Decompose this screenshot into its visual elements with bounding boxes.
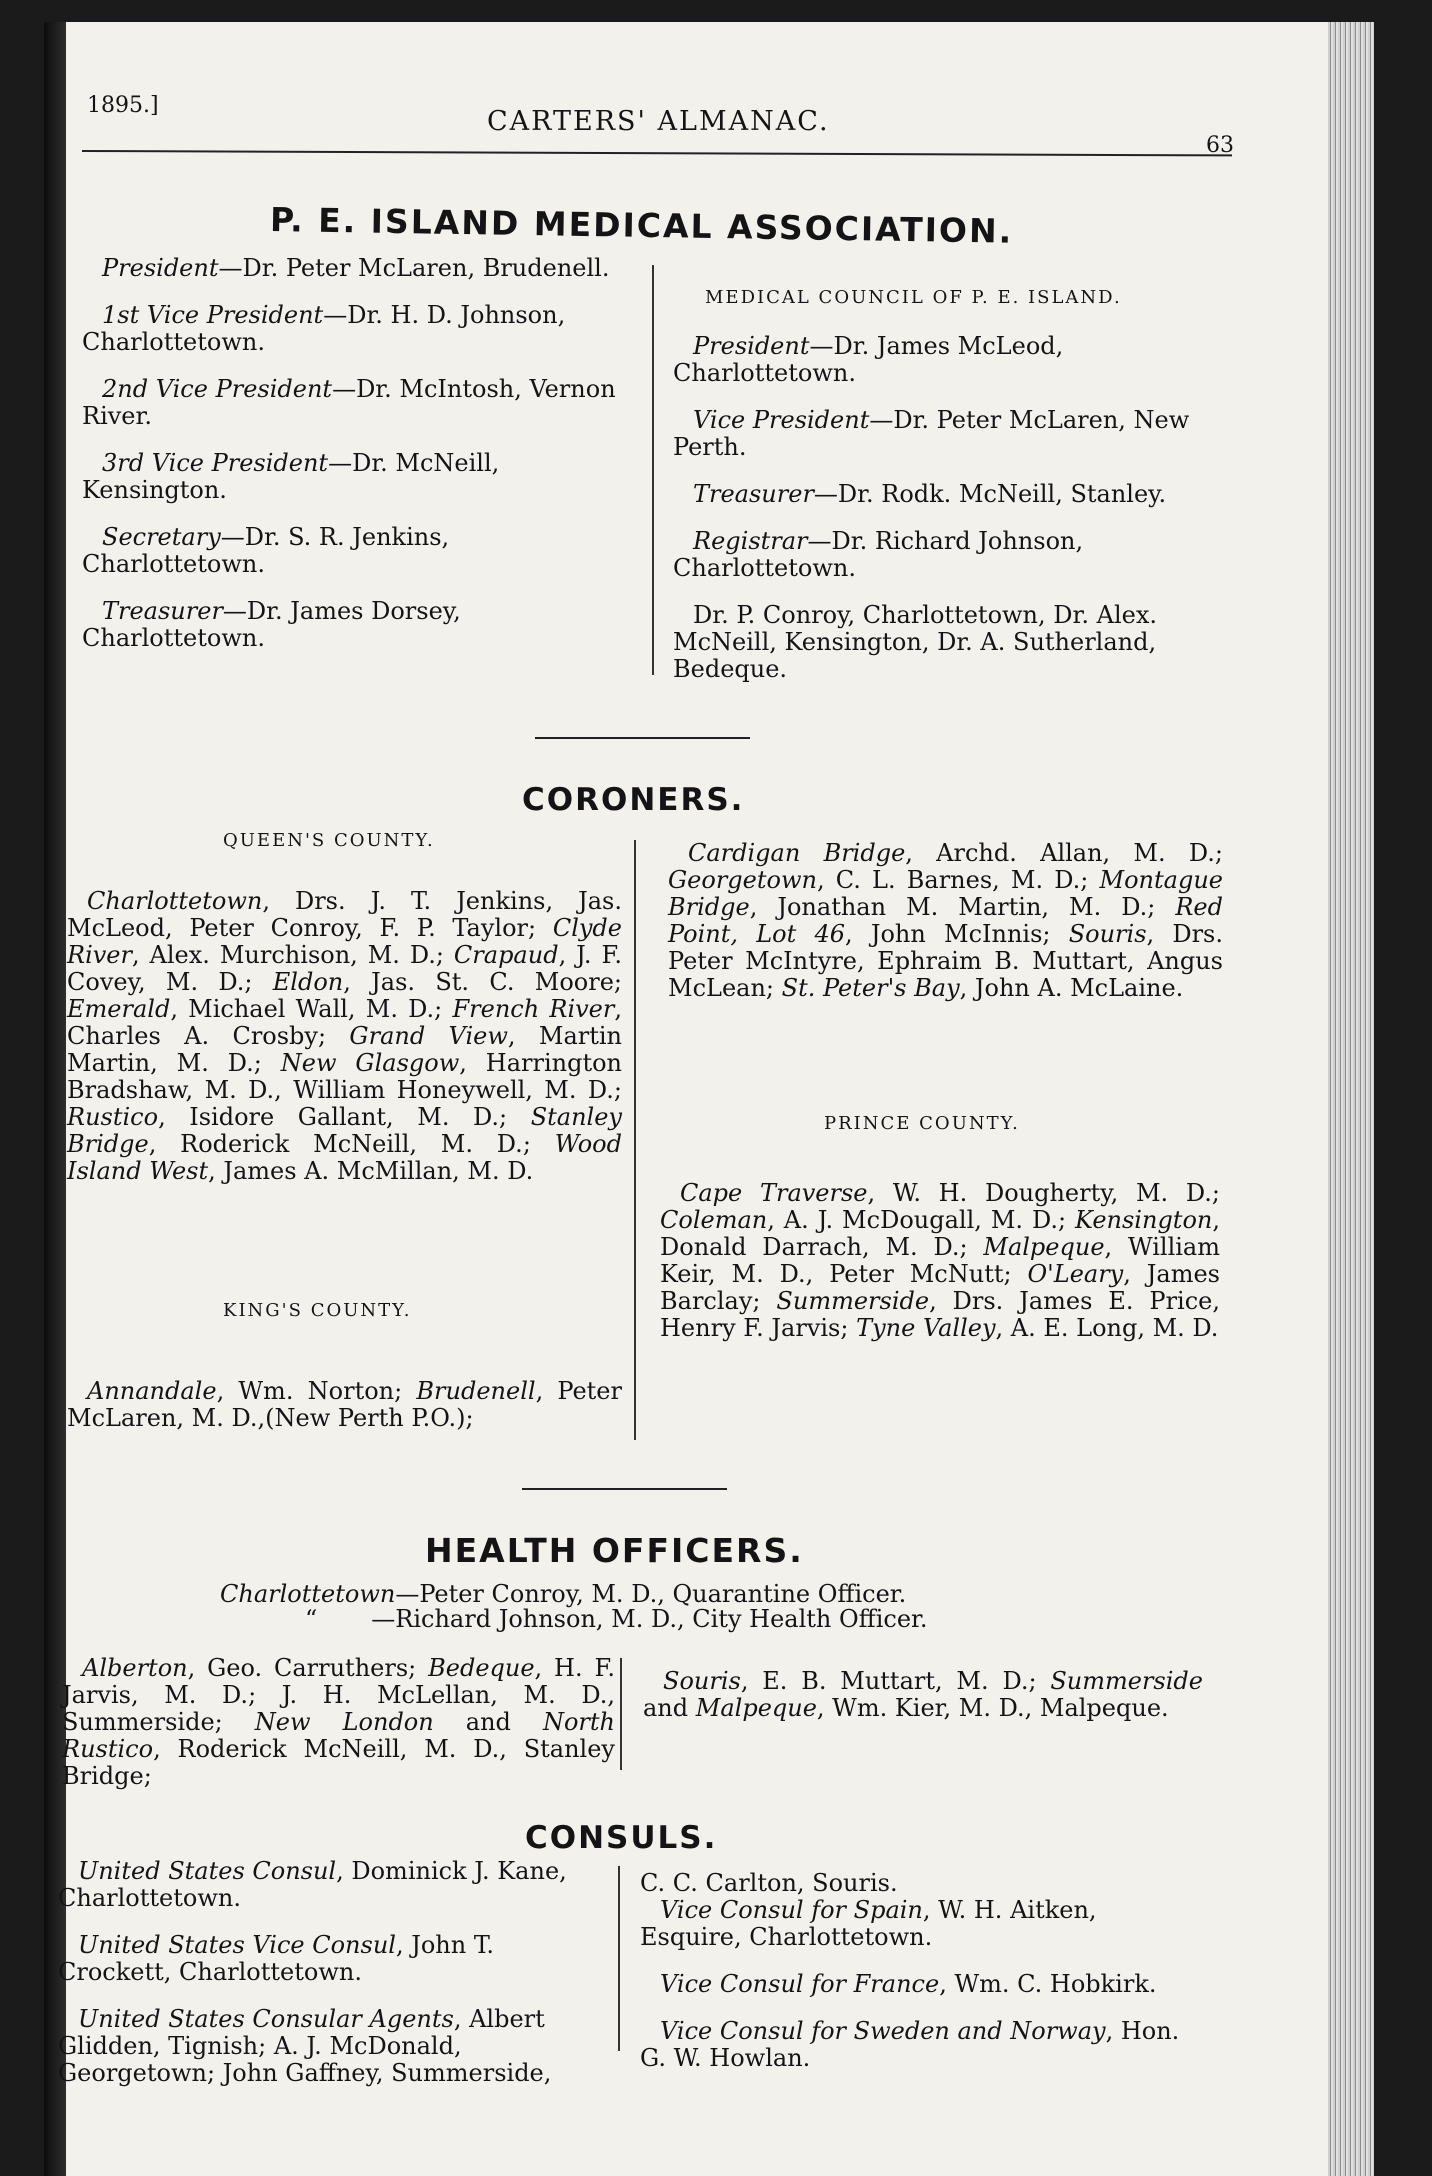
entry-text: , A. J. McDougall, M. D.; bbox=[767, 1206, 1076, 1234]
entry bbox=[673, 333, 1228, 387]
entry-text: , Charles A. Crosby; bbox=[67, 995, 622, 1050]
office-title: United States Vice Consul bbox=[78, 1931, 396, 1959]
entry-text: —Dr. Peter McLaren, Brudenell. bbox=[218, 254, 610, 282]
entry-text: Dr. P. Conroy, Charlottetown, Dr. Alex. McNeill, Kensington, Dr. A. Sutherland, Bedeque. bbox=[673, 601, 1157, 683]
entry bbox=[255, 1708, 543, 1736]
entry-text: , C. L. Barnes, M. D.; bbox=[816, 866, 1100, 894]
kings-county-coroners-right bbox=[668, 840, 1223, 1002]
book-binding bbox=[44, 22, 66, 2176]
entry-text: , James A. McMillan, M. D. bbox=[208, 1157, 534, 1185]
entry-text: , James Barclay; bbox=[660, 1260, 1220, 1315]
place-name: Grand View bbox=[349, 1022, 508, 1050]
office-title: 2nd Vice President bbox=[102, 375, 333, 403]
place-name: Malpeque bbox=[983, 1233, 1105, 1261]
entry bbox=[67, 887, 622, 942]
entry bbox=[663, 1667, 1050, 1695]
queens-county-heading: QUEEN'S COUNTY. bbox=[223, 830, 435, 851]
entry-text: and bbox=[643, 1694, 696, 1722]
office-title: Treasurer bbox=[102, 597, 223, 625]
office-title: Vice Consul for Sweden and Norway bbox=[660, 2017, 1106, 2045]
place-name: Summerside bbox=[776, 1287, 930, 1315]
entry-text: , Roderick McNeill, M. D., Stanley Bridge; bbox=[62, 1735, 615, 1790]
entry bbox=[660, 1206, 1075, 1234]
health-officer-line-2 bbox=[305, 1606, 1205, 1633]
entry-text: —Dr. McIntosh, Vernon River. bbox=[82, 375, 616, 430]
place-name: Malpeque bbox=[695, 1694, 817, 1722]
entry bbox=[696, 1694, 1169, 1722]
place-name: Clyde River bbox=[67, 914, 622, 969]
entry-text: , John A. McLaine. bbox=[959, 974, 1184, 1002]
entry-text: , Donald Darrach, M. D.; bbox=[660, 1206, 1220, 1261]
place-name: North Rustico bbox=[62, 1708, 615, 1763]
office-title: Treasurer bbox=[693, 480, 814, 508]
entry-text: , Drs. J. T. Jenkins, Jas. McLeod, Peter Conroy, F. P. Taylor; bbox=[67, 887, 622, 942]
entry bbox=[58, 2006, 598, 2087]
office-title: President bbox=[693, 332, 810, 360]
place-name: Red Point, Lot 46 bbox=[668, 893, 1223, 948]
office-title: Vice President bbox=[693, 406, 870, 434]
entry bbox=[82, 376, 637, 430]
entry-text: , Archd. Allan, M. D.; bbox=[905, 839, 1223, 867]
entry-text: , Jonathan M. Martin, M. D.; bbox=[749, 893, 1176, 921]
entry bbox=[673, 602, 1228, 683]
office-title: Vice Consul for Spain bbox=[660, 1896, 923, 1924]
queens-county-coroners bbox=[67, 888, 622, 1185]
section-divider bbox=[522, 1488, 727, 1490]
entry-text: , William Keir, M. D., Peter McNutt; bbox=[660, 1233, 1220, 1288]
entry bbox=[82, 450, 637, 504]
medical-association-officers bbox=[82, 255, 637, 672]
page-edges bbox=[1328, 22, 1374, 2176]
kings-county-heading: KING'S COUNTY. bbox=[223, 1300, 412, 1321]
consul-entry: C. C. Carlton, Souris. bbox=[640, 1869, 898, 1897]
entry-text: , Dominick J. Kane, Charlottetown. bbox=[58, 1857, 567, 1912]
medical-council-members bbox=[673, 333, 1228, 703]
entry-text: , Isidore Gallant, M. D.; bbox=[158, 1103, 531, 1131]
entry bbox=[82, 255, 637, 282]
place-name: Souris bbox=[663, 1667, 741, 1695]
health-officer-line-1 bbox=[220, 1581, 1120, 1608]
entry-text: , Roderick McNeill, M. D.; bbox=[148, 1130, 555, 1158]
entry-text: , Jas. St. C. Moore; bbox=[343, 968, 623, 996]
entry-text: —Dr. S. R. Jenkins, Charlottetown. bbox=[82, 523, 450, 578]
entry bbox=[782, 974, 1184, 1002]
entry-text: —Dr. H. D. Johnson, Charlottetown. bbox=[82, 301, 566, 356]
entry-text: , Drs. Peter McIntyre, Ephraim B. Muttart, Angus McLean; bbox=[668, 920, 1224, 1002]
entry bbox=[673, 481, 1228, 508]
entry-text: , Wm. C. Hobkirk. bbox=[939, 1970, 1157, 1998]
office-title: 1st Vice President bbox=[102, 301, 324, 329]
consuls-heading: CONSULS. bbox=[525, 1820, 718, 1856]
entry bbox=[673, 528, 1228, 582]
place-name: O'Leary bbox=[1027, 1260, 1124, 1288]
entry-text: , W. H. Dougherty, M. D.; bbox=[867, 1179, 1220, 1207]
health-officers-heading: HEALTH OFFICERS. bbox=[425, 1531, 804, 1570]
place-name: New Glasgow bbox=[280, 1049, 460, 1077]
place-name: Souris bbox=[1068, 920, 1147, 948]
entry bbox=[82, 524, 637, 578]
entry-text: , Alex. Murchison, M. D.; bbox=[131, 941, 454, 969]
entry bbox=[640, 1971, 1200, 1998]
entry bbox=[680, 1179, 1220, 1207]
entry bbox=[67, 995, 452, 1023]
health-officers-right bbox=[643, 1668, 1203, 1722]
entry bbox=[82, 598, 637, 652]
entry-text: , John T. Crockett, Charlottetown. bbox=[58, 1931, 494, 1986]
entry bbox=[668, 866, 1100, 894]
entry bbox=[673, 407, 1228, 461]
coroners-heading: CORONERS. bbox=[522, 782, 745, 818]
place-name: Cardigan Bridge bbox=[688, 839, 906, 867]
health-officer-text: —Richard Johnson, M. D., City Health Officer. bbox=[371, 1605, 928, 1633]
health-officers-left bbox=[62, 1655, 615, 1790]
office-title: President bbox=[102, 254, 219, 282]
entry-text: , Martin Martin, M. D.; bbox=[67, 1022, 623, 1077]
place-name: Summerside bbox=[1050, 1667, 1203, 1695]
entry-text: , H. F. Jarvis, M. D.; J. H. McLellan, M. D., Summerside; bbox=[62, 1654, 615, 1736]
entry-text: —Dr. Richard Johnson, Charlottetown. bbox=[673, 527, 1084, 582]
entry-text: —Dr. James Dorsey, Charlottetown. bbox=[82, 597, 461, 652]
place-name: Tyne Valley bbox=[856, 1314, 996, 1342]
office-title: United States Consul bbox=[78, 1857, 337, 1885]
entry-text: , Michael Wall, M. D.; bbox=[170, 995, 453, 1023]
place-name: Kensington bbox=[1075, 1206, 1213, 1234]
entry bbox=[640, 2018, 1200, 2072]
running-head-title: CARTERS' ALMANAC. bbox=[487, 106, 830, 137]
entry-text: , Geo. Carruthers; bbox=[187, 1654, 429, 1682]
entry bbox=[58, 1932, 598, 1986]
entry-text: —Dr. McNeill, Kensington. bbox=[82, 449, 500, 504]
entry-text: —Dr. Peter McLaren, New Perth. bbox=[673, 406, 1190, 461]
office-title: Vice Consul for France bbox=[660, 1970, 940, 1998]
entry bbox=[82, 302, 637, 356]
medical-council-heading: MEDICAL COUNCIL OF P. E. ISLAND. bbox=[705, 287, 1122, 308]
entry bbox=[87, 1377, 416, 1405]
entry bbox=[58, 1858, 598, 1912]
column-rule bbox=[634, 840, 636, 1440]
place-name: New London bbox=[254, 1708, 434, 1736]
place-name: Coleman bbox=[660, 1206, 768, 1234]
column-rule bbox=[620, 1658, 622, 1770]
prince-county-heading: PRINCE COUNTY. bbox=[824, 1113, 1020, 1134]
office-title: Secretary bbox=[102, 523, 221, 551]
entry-text: , Hon. G. W. Howlan. bbox=[640, 2017, 1180, 2072]
place-name: Emerald bbox=[67, 995, 171, 1023]
consul-entries bbox=[640, 1897, 1200, 2072]
column-rule bbox=[618, 1866, 620, 2051]
entry-text: , Peter McLaren, M. D.,(New Perth P.O.); bbox=[67, 1377, 622, 1432]
consuls-left bbox=[58, 1858, 598, 2107]
place-name: Montague Bridge bbox=[668, 866, 1223, 921]
entry-text: , Albert Glidden, Tignish; A. J. McDonald, Georgetown; John Gaffney, Summerside, bbox=[58, 2005, 552, 2087]
office-title: Registrar bbox=[693, 527, 808, 555]
entry bbox=[67, 1103, 531, 1131]
place-name: Cape Traverse bbox=[680, 1179, 868, 1207]
entry-text: , Wm. Norton; bbox=[216, 1377, 417, 1405]
place-name: Rustico bbox=[67, 1103, 159, 1131]
page-number: 63 bbox=[1206, 133, 1234, 158]
place-name: Alberton bbox=[82, 1654, 188, 1682]
place-name: Charlottetown bbox=[220, 1580, 396, 1608]
entry bbox=[856, 1314, 1218, 1342]
place-name: Charlottetown bbox=[87, 887, 263, 915]
place-name: Eldon bbox=[272, 968, 344, 996]
ditto-mark: “ bbox=[305, 1605, 318, 1633]
office-title: 3rd Vice President bbox=[102, 449, 329, 477]
kings-county-coroners-left bbox=[67, 1378, 622, 1432]
column-rule bbox=[652, 265, 654, 675]
consuls-right bbox=[640, 1870, 1200, 2092]
entry-text: , Harrington Bradshaw, M. D., William Honeywell, M. D.; bbox=[67, 1049, 623, 1104]
entry-text: —Dr. James McLeod, Charlottetown. bbox=[673, 332, 1064, 387]
entry-text: , A. E. Long, M. D. bbox=[995, 1314, 1219, 1342]
entry-text: , J. F. Covey, M. D.; bbox=[67, 941, 622, 996]
place-name: St. Peter's Bay bbox=[781, 974, 960, 1002]
prince-county-coroners bbox=[660, 1180, 1220, 1342]
office-title: United States Consular Agents bbox=[78, 2005, 454, 2033]
medical-association-heading: P. E. ISLAND MEDICAL ASSOCIATION. bbox=[269, 200, 1014, 251]
place-name: Georgetown bbox=[668, 866, 817, 894]
health-officer-text: —Peter Conroy, M. D., Quarantine Officer. bbox=[395, 1580, 907, 1608]
place-name: French River bbox=[452, 995, 615, 1023]
place-name: Bedeque bbox=[428, 1654, 535, 1682]
entry-text: , Drs. James E. Price, Henry F. Jarvis; bbox=[660, 1287, 1220, 1342]
entry bbox=[273, 968, 622, 996]
place-name: Crapaud bbox=[453, 941, 559, 969]
entry-text: —Dr. Rodk. McNeill, Stanley. bbox=[813, 480, 1167, 508]
section-divider bbox=[535, 737, 750, 739]
place-name: Wood Island West bbox=[67, 1130, 622, 1185]
entry bbox=[640, 1897, 1200, 1951]
place-name: Annandale bbox=[87, 1377, 217, 1405]
running-head-year: 1895.] bbox=[87, 93, 159, 118]
entry-text: , W. H. Aitken, Esquire, Charlottetown. bbox=[640, 1896, 1097, 1951]
entry-text: , Wm. Kier, M. D., Malpeque. bbox=[816, 1694, 1169, 1722]
entry-text: and bbox=[433, 1708, 543, 1736]
entry-text: , John McInnis; bbox=[845, 920, 1069, 948]
entry bbox=[688, 839, 1223, 867]
entry bbox=[82, 1654, 428, 1682]
entry-text: , E. B. Muttart, M. D.; bbox=[740, 1667, 1051, 1695]
place-name: Stanley Bridge bbox=[67, 1103, 622, 1158]
place-name: Brudenell bbox=[416, 1377, 536, 1405]
